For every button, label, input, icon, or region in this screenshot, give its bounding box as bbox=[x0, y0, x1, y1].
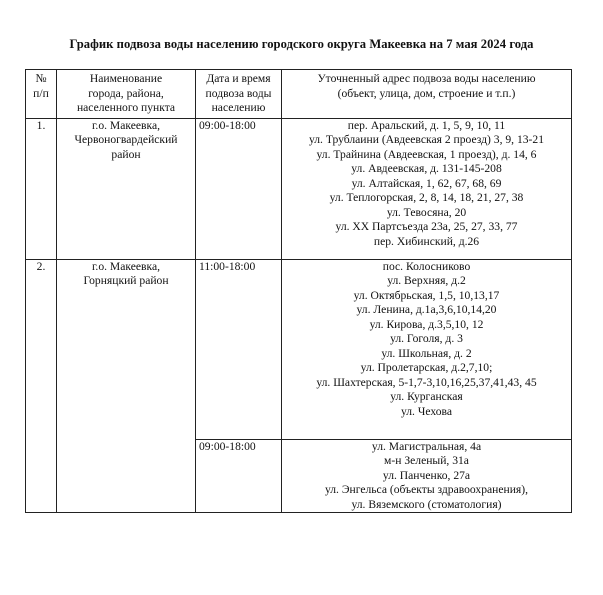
table-header-row bbox=[26, 70, 572, 119]
locality-line: Горняцкий район bbox=[83, 274, 169, 287]
address-line: ул. Алтайская, 1, 62, 67, 68, 69 bbox=[351, 176, 502, 190]
locality-line: район bbox=[111, 147, 141, 161]
address-line: пос. Колосниково bbox=[382, 259, 471, 273]
address-line: ул. Панченко, 27а bbox=[382, 468, 471, 482]
address-line: ул. Школьная, д. 2 bbox=[381, 346, 472, 360]
header-number bbox=[26, 70, 57, 119]
address-line: пер. Аральский, д. 1, 5, 9, 10, 11 bbox=[347, 118, 506, 132]
document-title: График подвоза воды населению городского округа Макеевка на 7 мая 2024 года bbox=[69, 37, 534, 51]
header-line: п/п bbox=[33, 86, 49, 100]
row-locality bbox=[57, 259, 196, 513]
header-line: города, района, bbox=[88, 86, 164, 100]
header-line: Наименование bbox=[89, 72, 163, 85]
header-line: населенного пункта bbox=[76, 101, 176, 114]
address-line: ул. Авдеевская, д. 131-145-208 bbox=[351, 162, 502, 175]
address-line: пер. Хибинский, д.26 bbox=[373, 234, 480, 248]
row-addresses bbox=[282, 439, 572, 513]
table-row bbox=[26, 259, 572, 439]
header-line: № bbox=[35, 72, 47, 85]
header-line: Дата и время bbox=[206, 72, 271, 85]
address-line: ул. Пролетарская, д.2,7,10; bbox=[360, 361, 493, 374]
address-line: ул. Курганская bbox=[390, 390, 463, 403]
header-datetime bbox=[196, 70, 282, 119]
address-line: ул. Теплогорская, 2, 8, 14, 18, 21, 27, 38 bbox=[329, 191, 524, 204]
address-line: ул. Энгельса (объекты здравоохранения), bbox=[324, 483, 529, 496]
address-line: ул. Трайнина (Авдеевская, 1 проезд), д. 14, 6 bbox=[316, 147, 537, 161]
row-time: 09:00-18:00 bbox=[196, 118, 282, 259]
row-time: 09:00-18:00 bbox=[196, 439, 282, 513]
address-line: ул. Ленина, д.1а,3,6,10,14,20 bbox=[356, 303, 497, 316]
header-line: Уточненный адрес подвоза воды населению bbox=[317, 72, 536, 85]
address-line: ул. Октябрьская, 1,5, 10,13,17 bbox=[353, 288, 500, 302]
locality-line: Червоногвардейский bbox=[74, 133, 178, 146]
locality-line: г.о. Макеевка, bbox=[91, 118, 160, 132]
row-time: 11:00-18:00 bbox=[196, 259, 282, 439]
row-addresses bbox=[282, 259, 572, 439]
address-line: ул. Гоголя, д. 3 bbox=[390, 332, 463, 345]
row-number: 1. bbox=[26, 118, 57, 259]
header-line: (объект, улица, дом, строение и т.п.) bbox=[337, 86, 516, 100]
address-line: ул. Вяземского (стоматология) bbox=[351, 497, 502, 511]
row-locality bbox=[57, 118, 196, 259]
row-number: 2. bbox=[26, 259, 57, 513]
header-locality bbox=[57, 70, 196, 119]
address-line: ул. Тевосяна, 20 bbox=[386, 205, 467, 219]
address-line: ул. Верхняя, д.2 bbox=[387, 274, 466, 287]
address-line: ул. Кирова, д.3,5,10, 12 bbox=[369, 317, 484, 331]
header-line: населению bbox=[211, 101, 266, 114]
address-line: м-н Зеленый, 31а bbox=[384, 454, 469, 467]
header-address bbox=[282, 70, 572, 119]
address-line: ул. Трублаини (Авдеевская 2 проезд) 3, 9, 13-21 bbox=[308, 133, 545, 146]
address-line: ул. Шахтерская, 5-1,7-3,10,16,25,37,41,43, 45 bbox=[316, 375, 537, 389]
locality-line: г.о. Макеевка, bbox=[91, 259, 160, 273]
table-row bbox=[26, 118, 572, 259]
row-addresses bbox=[282, 118, 572, 259]
address-line: ул. Магистральная, 4а bbox=[371, 439, 482, 453]
address-line: ул. Чехова bbox=[400, 404, 453, 418]
address-line: ул. XX Партсъезда 23а, 25, 27, 33, 77 bbox=[335, 220, 518, 233]
header-line: подвоза воды bbox=[205, 86, 272, 100]
water-schedule-table bbox=[25, 69, 572, 513]
